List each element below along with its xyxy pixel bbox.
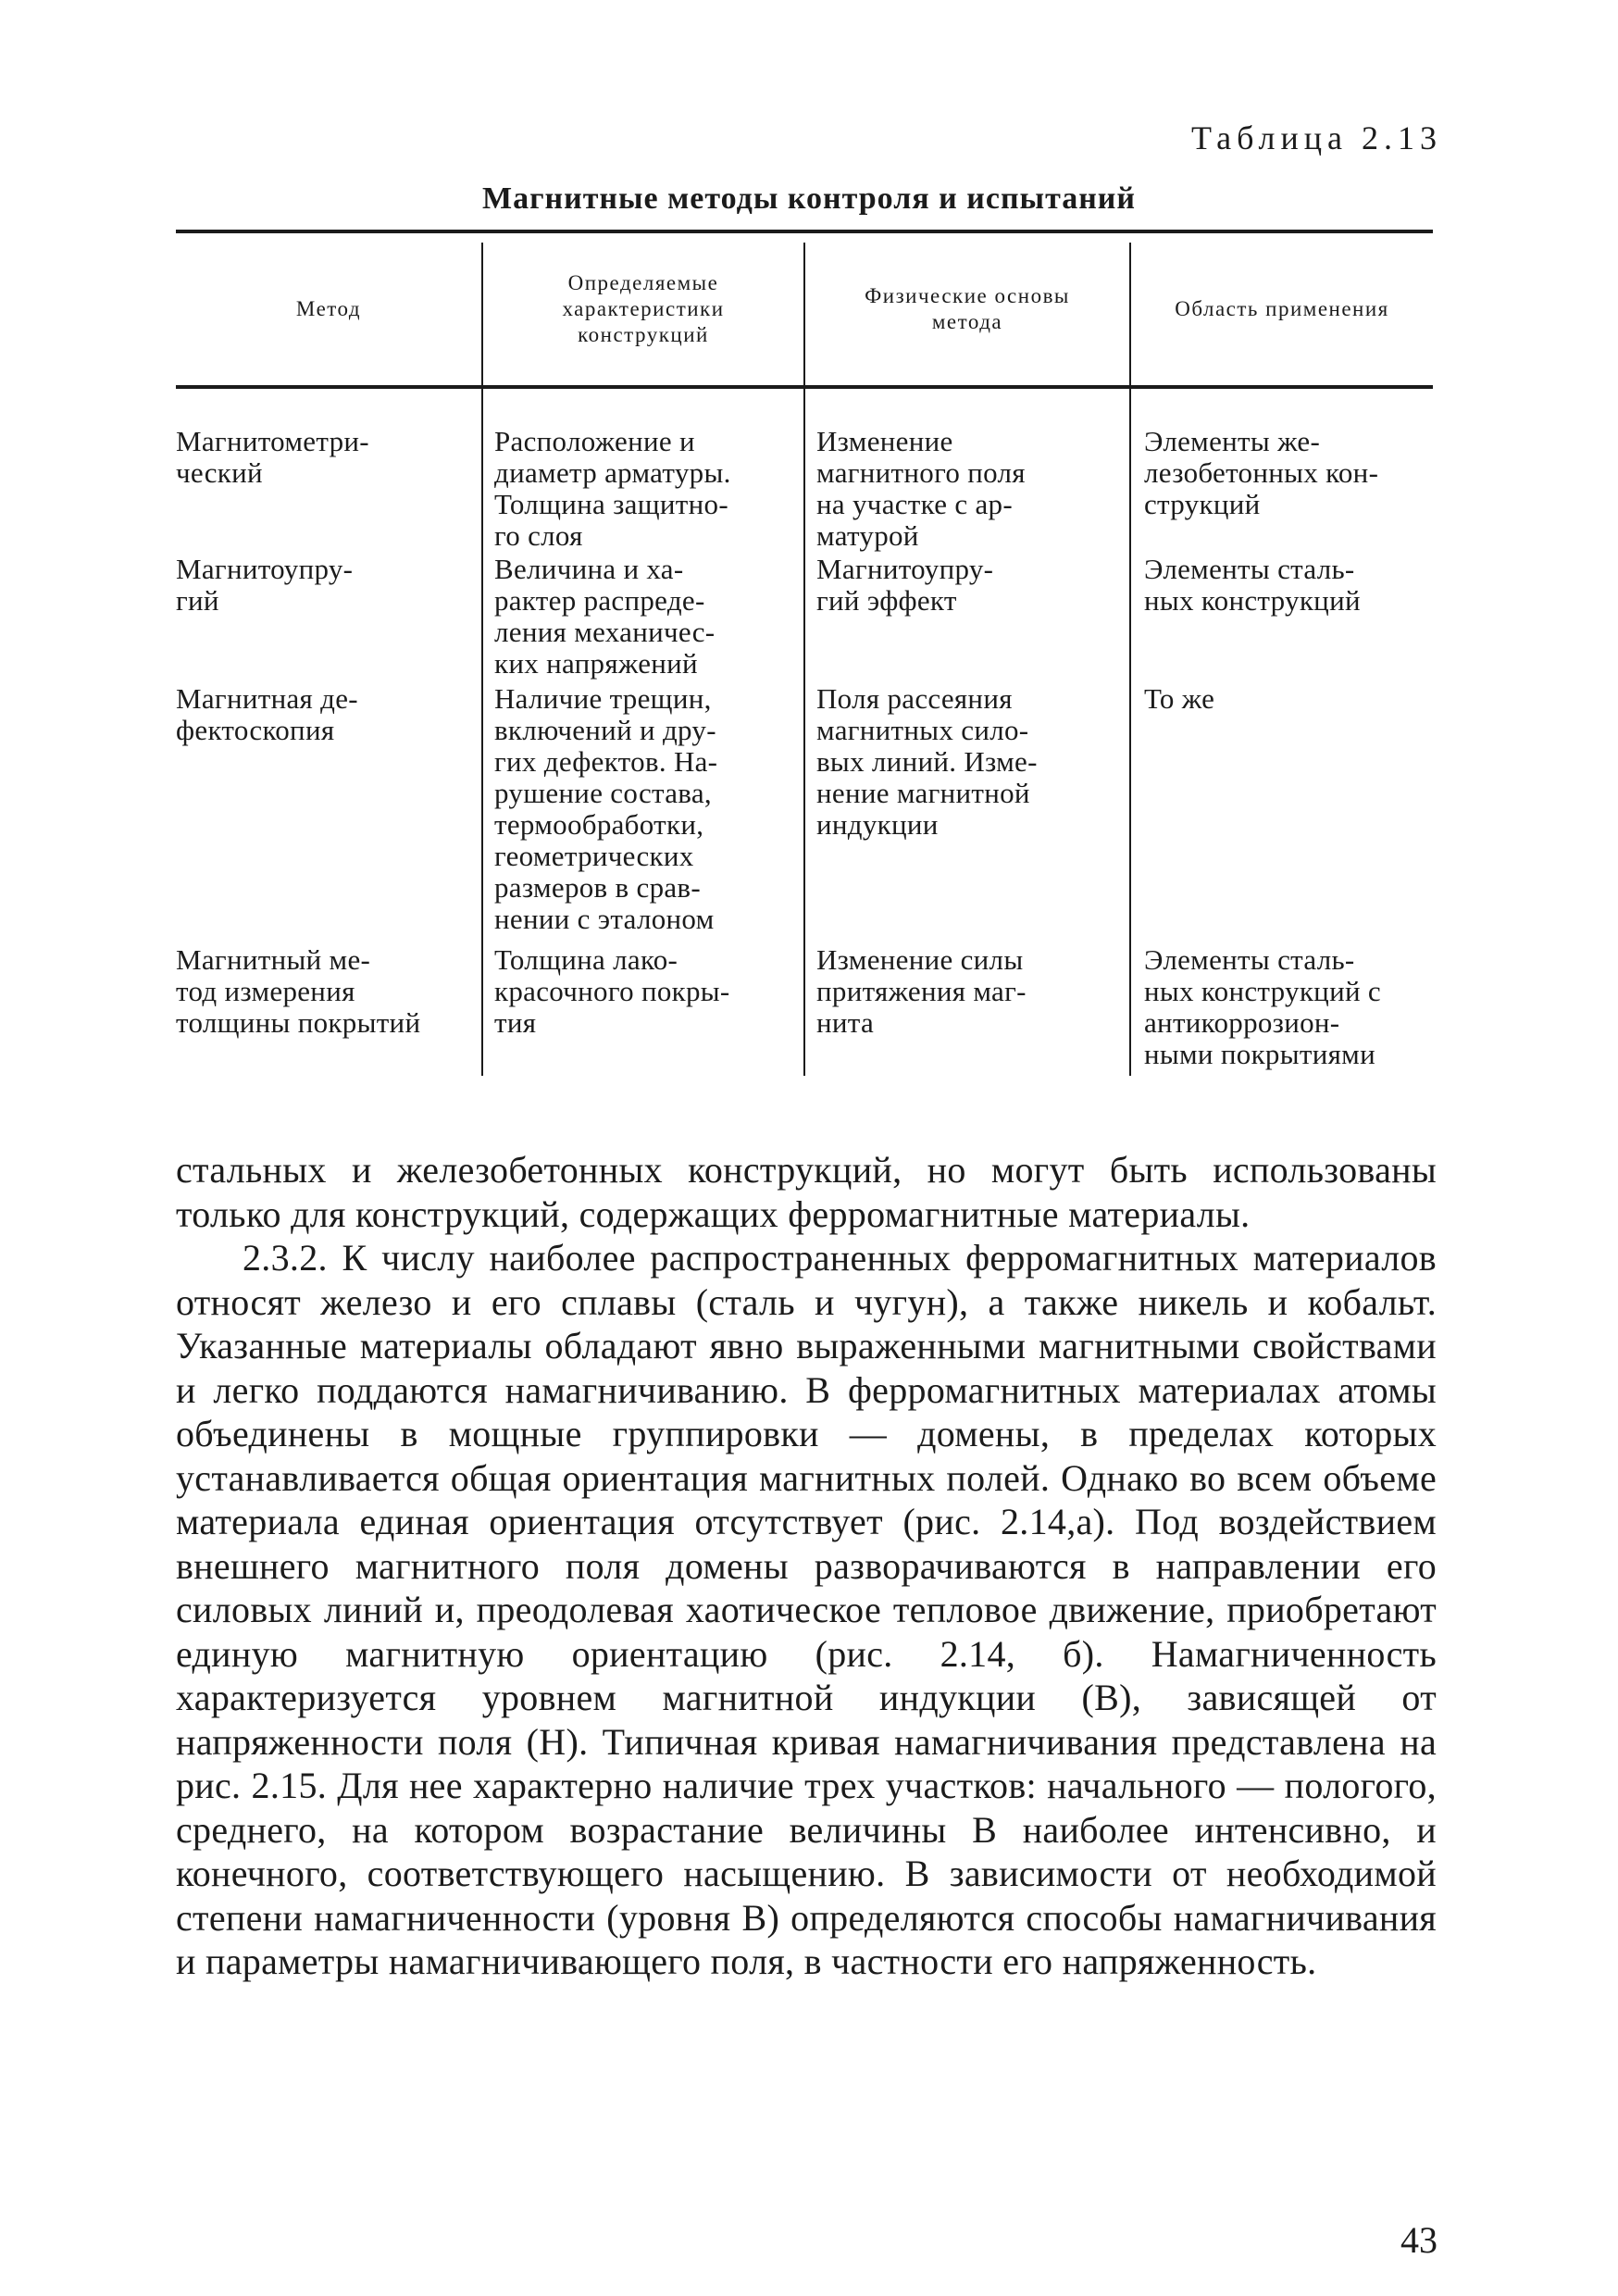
- paragraph-2-3-2: 2.3.2. К числу наиболее распространенных ферромагнитных материалов относят железо и его сплавы (сталь и чугун), а также никель и кобальт. Указанные материалы обладают явно выраженными магнитными свойствами и легко поддаются намагничиванию. В ферромагнитных материалах атомы объединены в мощные группировки — домены, в пределах которых устанавливается общая ориентация магнитных полей. Однако во всем объеме материала единая ориентация отсутствует (рис. 2.14,а). Под воздействием внешнего магнитного поля домены разворачиваются в направлении его силовых линий и, преодолевая хаотическое тепловое движение, приобретают единую магнитную ориентацию (рис. 2.14, б). Намагниченность характеризуется уровнем магнитной индукции (B), зависящей от напряженности поля (H). Типичная кривая намагничивания представлена на рис. 2.15. Для нее характерно наличие трех участков: начального — пологого, среднего, на котором возрастание величины B наиболее интенсивно, и конечного, соответствующего насыщению. В зависимости от необходимой степени намагниченности (уровня B) определяются способы намагничивания и параметры намагничивающего поля, в частности его напряженность.: [176, 1237, 1437, 1982]
- row-1-application: Элементы же- лезобетонных кон- струкций: [1144, 425, 1379, 520]
- header-physical-basis: Физические основы метода: [865, 284, 1070, 333]
- row-3-application: То же: [1144, 682, 1215, 715]
- header-application: Область применения: [1175, 297, 1389, 320]
- row-2-characteristics: Величина и ха- рактер распреде- ления механичес- ких напряжений: [494, 553, 716, 680]
- row-2-physical-basis: Магнитоупру- гий эффект: [816, 553, 994, 617]
- row-2-application: Элементы сталь- ных конструкций: [1144, 553, 1361, 617]
- header-characteristics: Определяемые характеристики конструкций: [562, 271, 725, 346]
- page-number: 43: [1400, 2219, 1438, 2261]
- row-3-characteristics: Наличие трещин, включений и дру- гих дефектов. На- рушение состава, термообработки, геометрических размеров в срав- нении с эталоном: [494, 682, 718, 935]
- row-4-physical-basis: Изменение силы притяжения маг- нита: [816, 943, 1027, 1039]
- row-4-method: Магнитный ме- тод измерения толщины покрытий: [176, 943, 421, 1039]
- paragraph-continuation: стальных и железобетонных конструкций, но могут быть использованы только для конструкций, содержащих ферромагнитные материалы.: [176, 1149, 1437, 1235]
- row-3-method: Магнитная де- фектоскопия: [176, 682, 358, 746]
- row-4-application: Элементы сталь- ных конструкций с антикоррозион- ными покрытиями: [1144, 943, 1381, 1070]
- row-4-characteristics: Толщина лако- красочного покры- тия: [494, 943, 730, 1039]
- row-3-physical-basis: Поля рассеяния магнитных сило- вых линий. Изме- нение магнитной индукции: [816, 682, 1038, 841]
- row-1-physical-basis: Изменение магнитного поля на участке с ар- матурой: [816, 425, 1026, 552]
- table-label: Таблица 2.13: [1191, 119, 1442, 156]
- body-text: [176, 1148, 1437, 1984]
- row-1-characteristics: Расположение и диаметр арматуры. Толщина защитно- го слоя: [494, 425, 731, 552]
- table-title: Магнитные методы контроля и испытаний: [482, 181, 1136, 216]
- header-method: Метод: [295, 297, 362, 320]
- row-1-method: Магнитометри- ческий: [176, 425, 369, 489]
- row-2-method: Магнитоупру- гий: [176, 553, 354, 617]
